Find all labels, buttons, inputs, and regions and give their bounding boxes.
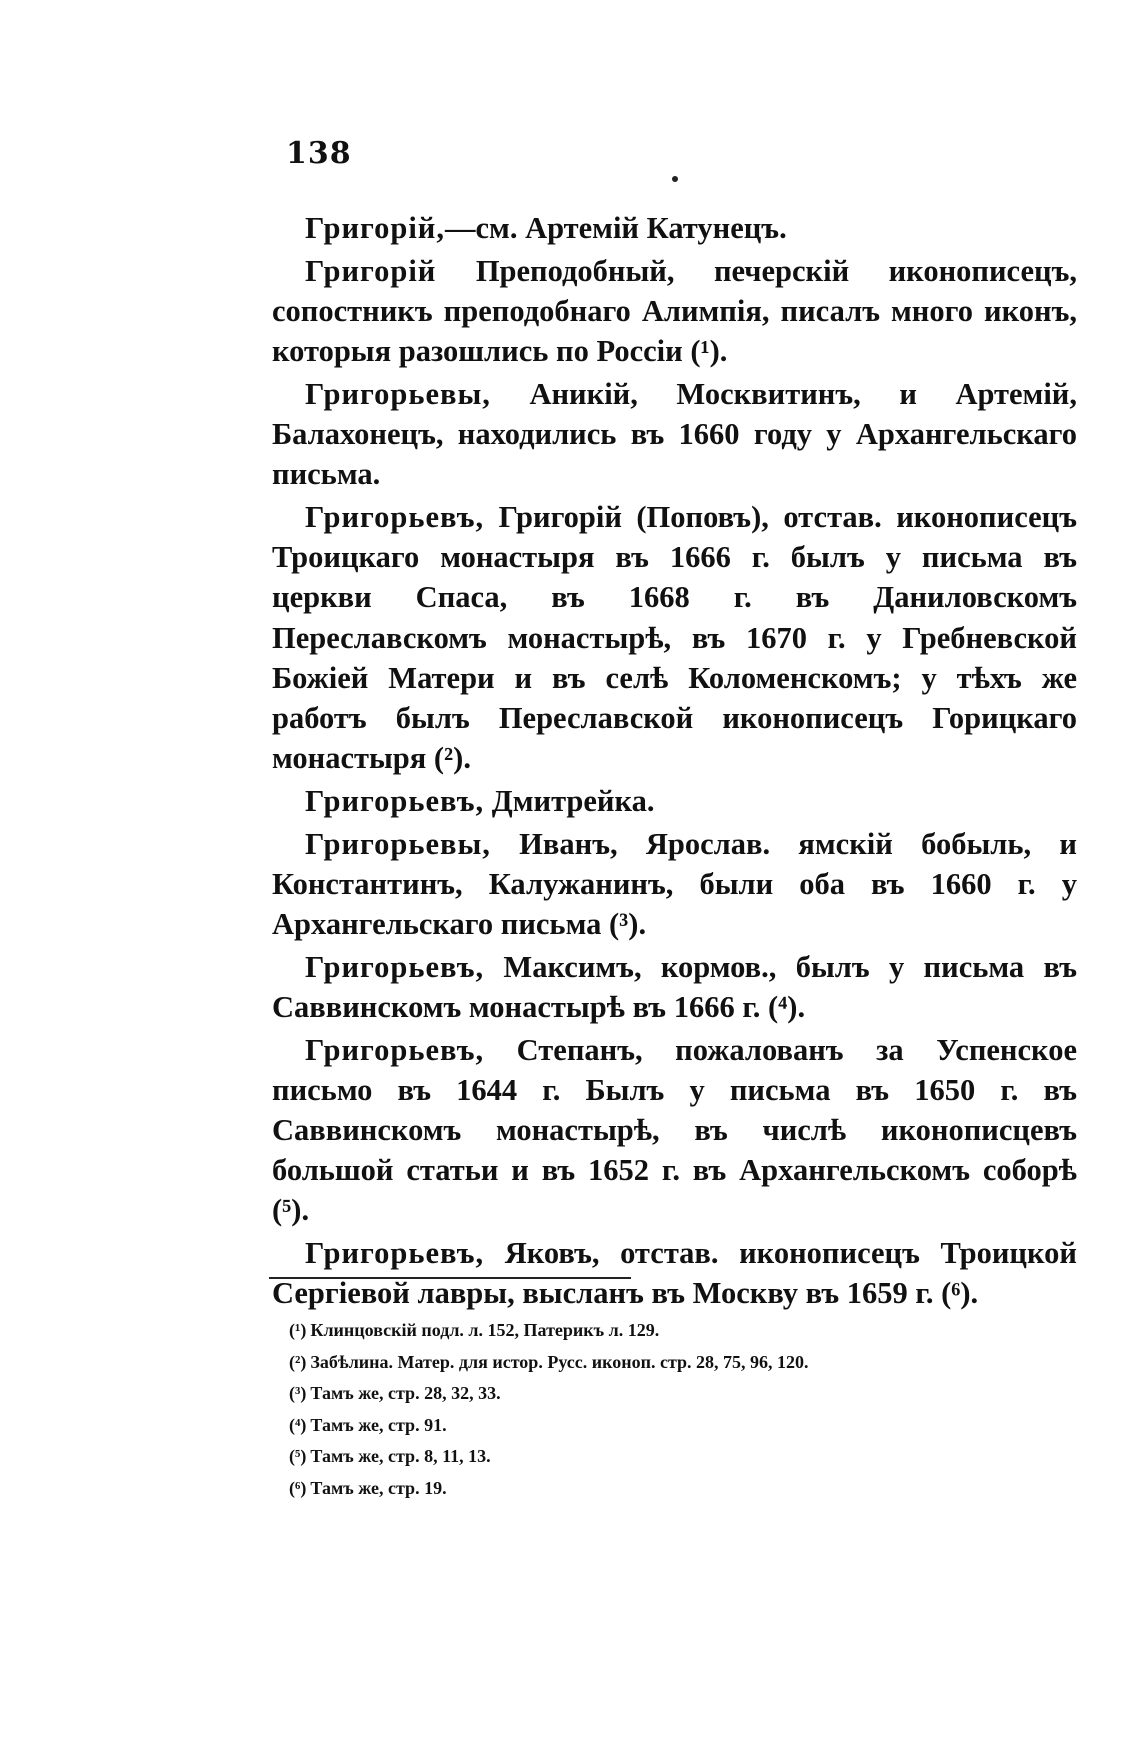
entry-grigoriy-pechersky — [272, 251, 1077, 372]
entry-head: Григорій, — [305, 211, 445, 245]
stray-dot — [672, 176, 678, 182]
entry-text: Дмитрейка. — [484, 783, 655, 818]
entry-grigoriev-stepan — [272, 1030, 1077, 1231]
entry-text: Иванъ, Ярослав. ямскій бобыль, и Константинъ, Калужанинъ, были оба въ 1660 г. у Архангельскаго письма (³). — [272, 826, 1077, 941]
footnote-mark: (¹) — [289, 1320, 307, 1340]
footnote-text: Забѣлина. Матер. для истор. Русс. иконоп. стр. 28, 75, 96, 120. — [310, 1351, 809, 1372]
entry-text: Аникій, Москвитинъ, и Артемій, Балахонецъ, находились въ 1660 году у Архангельскаго письма. — [272, 376, 1077, 492]
footnote-text: Клинцовскій подл. л. 152, Патерикъ л. 129. — [310, 1320, 660, 1340]
entry-head: Григорьевъ, — [305, 1236, 485, 1271]
entry-grigoriev-maksim — [272, 947, 1077, 1027]
page-number: 138 — [286, 136, 352, 171]
footnote-text: Тамъ же, стр. 28, 32, 33. — [310, 1383, 501, 1404]
entry-head: Григорьевъ, — [305, 783, 485, 818]
entry-head: Григорьевъ, — [305, 499, 485, 534]
footnote-mark: (⁶) — [289, 1477, 307, 1498]
entry-text: Степанъ, пожалованъ за Успенское письмо въ 1644 г. Былъ у письма въ 1650 г. въ Саввинскомъ монастырѣ, въ числѣ иконописцевъ большой статьи и въ 1652 г. въ Архангельскомъ соборѣ (⁵). — [272, 1032, 1077, 1228]
entry-head: Григорій — [305, 253, 437, 288]
entry-text: Преподобный, печерскій иконописецъ, сопостникъ преподобнаго Алимпія, писалъ много иконъ, которыя разошлись по Россіи (¹). — [272, 253, 1077, 369]
footnote-mark: (⁵) — [289, 1446, 307, 1467]
footnote-mark: (²) — [289, 1351, 307, 1372]
footnote-text: Тамъ же, стр. 19. — [310, 1477, 447, 1498]
footnote-4 — [289, 1410, 1029, 1442]
entry-grigorievy-ivan — [272, 824, 1077, 945]
footnote-text: Тамъ же, стр. 8, 11, 13. — [310, 1446, 491, 1467]
entry-grigoriev-dmitreyka — [272, 781, 1077, 821]
footnote-3 — [289, 1378, 1029, 1410]
entry-grigoriy-katunets — [272, 208, 1077, 248]
footnotes — [289, 1315, 1029, 1505]
footnote-mark: (³) — [289, 1383, 307, 1404]
footnote-divider — [269, 1277, 631, 1279]
entry-text: Максимъ, кормов., былъ у письма въ Саввинскомъ монастырѣ въ 1666 г. (⁴). — [272, 949, 1077, 1024]
entry-grigoriev-yakov — [272, 1233, 1077, 1313]
entry-grigorievy-anikiy — [272, 374, 1077, 495]
entry-head: Григорьевъ, — [305, 949, 485, 984]
entry-text: Григорій (Поповъ), отстав. иконописецъ Троицкаго монастыря въ 1666 г. былъ у письма въ церкви Спаса, въ 1668 г. въ Даниловскомъ Переславскомъ монастырѣ, въ 1670 г. у Гребневской Божіей Матери и въ селѣ Коломенскомъ; у тѣхъ же работъ былъ Переславской иконописецъ Горицкаго монастыря (²). — [272, 499, 1077, 776]
footnote-6 — [289, 1473, 1029, 1505]
footnote-mark: (⁴) — [289, 1414, 307, 1435]
entry-text: —см. Артемій Катунецъ. — [445, 211, 787, 245]
footnote-text: Тамъ же, стр. 91. — [310, 1414, 447, 1435]
entry-head: Григорьевъ, — [305, 1032, 485, 1067]
entry-head: Григорьевы, — [305, 376, 491, 411]
body-text — [272, 208, 1077, 1316]
entry-text: Яковъ, отстав. иконописецъ Троицкой Сергіевой лавры, высланъ въ Москву въ 1659 г. (⁶). — [272, 1236, 1077, 1311]
footnote-1 — [289, 1315, 1029, 1347]
footnote-5 — [289, 1441, 1029, 1473]
entry-head: Григорьевы, — [305, 826, 491, 861]
footnote-2 — [289, 1347, 1029, 1379]
entry-grigoriev-grigoriy — [272, 497, 1077, 778]
